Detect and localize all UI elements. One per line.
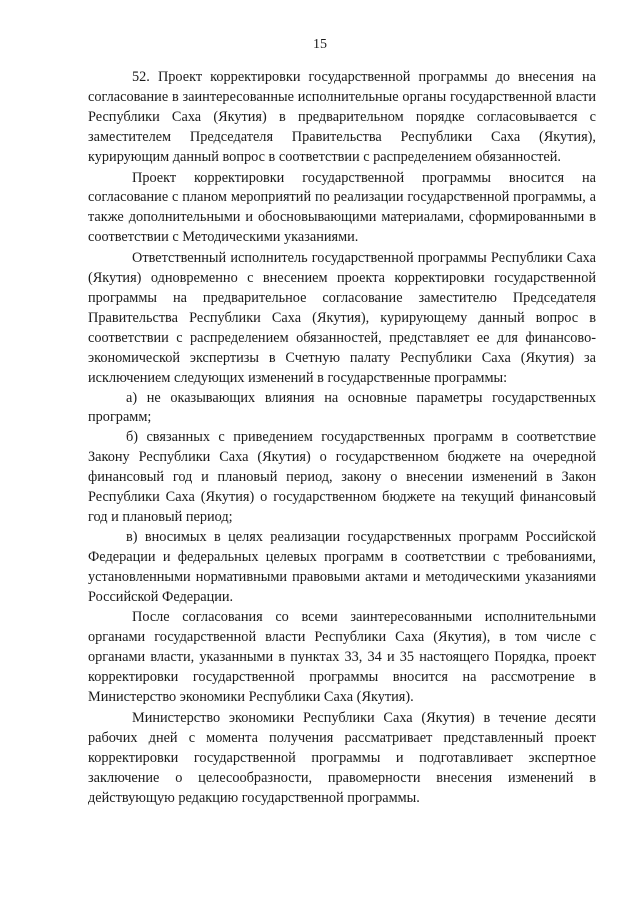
paragraph-ministry-review: Министерство экономики Республики Саха (Якутия) в течение десяти рабочих дней с момента получения рассматривает представленный проект корректировки государственной программы и подготавливает экспертное заключение о целесообразности, правомерности внесения изменений в действующую редакцию государственной программы. bbox=[88, 710, 596, 806]
paragraph-after-approval: После согласования со всеми заинтересованными исполнительными органами государственной власти Республики Саха (Якутия), в том числе с органами власти, указанными в пунктах 33, 34 и 35 настоящего Порядка, проект корректировки государственной программы вносится на рассмотрение в Министерство экономики Республики Саха (Якутия). bbox=[88, 609, 596, 706]
list-item-b: б) связанных с приведением государственных программ в соответствие Закону Республики Саха (Якутия) о государственном бюджете на очередной финансовый год и плановый период, закону о внесении изменений в Закон Республики Саха (Якутия) о государственном бюджете на текущий финансовый год и плановый период; bbox=[88, 429, 596, 525]
paragraph-52: 52. Проект корректировки государственной программы до внесения на согласование в заинтересованные исполнительные органы государственной власти Республики Саха (Якутия) в предварительном порядке согласовывается с заместителем Председателя Правительства Республики Саха (Якутия), курирующим данный вопрос в соответствии с распределением обязанностей. bbox=[88, 69, 596, 165]
page-number: 15 bbox=[313, 37, 327, 52]
list-item-a: а) не оказывающих влияния на основные параметры государственных программ; bbox=[88, 389, 596, 426]
paragraph-submission: Проект корректировки государственной программы вносится на согласование с планом мероприятий по реализации государственной программы, а также дополнительными и обосновывающими материалами, сформированными в соответствии с Методическими указаниями. bbox=[88, 169, 596, 246]
list-item-v: в) вносимых в целях реализации государственных программ Российской Федерации и федеральных целевых программ в соответствии с требованиями, установленными нормативными правовыми актами и методическими указаниями Российской Федерации. bbox=[88, 528, 596, 605]
document-body bbox=[88, 68, 596, 809]
paragraph-responsible-executor: Ответственный исполнитель государственной программы Республики Саха (Якутия) одновременно с внесением проекта корректировки государственной программы на предварительное согласование заместителю Председателя Правительства Республики Саха (Якутия), курирующему данный вопрос в соответствии с распределением обязанностей, представляет ее для финансово-экономической экспертизы в Счетную палату Республики Саха (Якутия) за исключением следующих изменений в государственные программы: bbox=[88, 250, 596, 386]
